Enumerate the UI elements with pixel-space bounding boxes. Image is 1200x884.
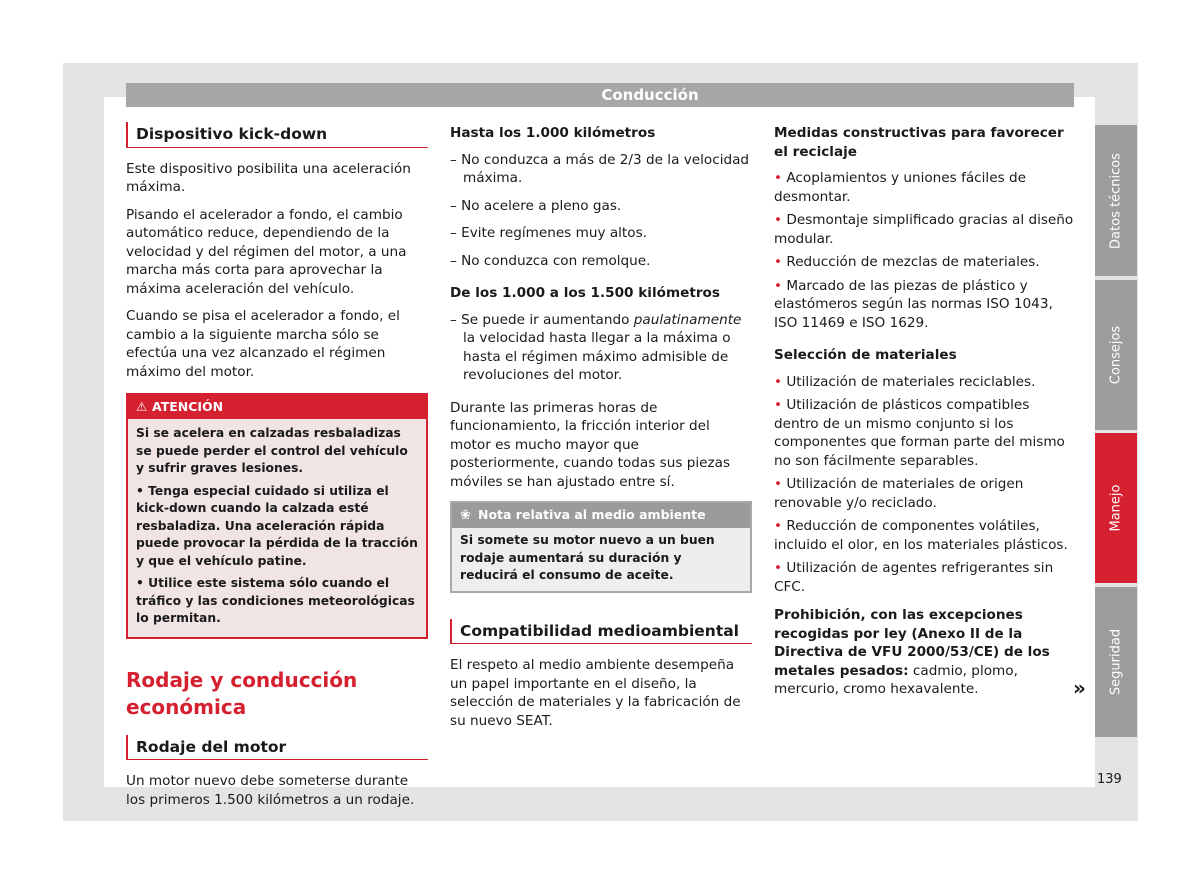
- bullet-glyph: •: [774, 518, 783, 534]
- tab-label: Seguridad: [1108, 628, 1124, 696]
- dash-item: – No conduzca a más de 2/3 de la velocidad máxima.: [450, 151, 750, 186]
- tab-label: Consejos: [1108, 325, 1124, 385]
- dash-item: – Evite regímenes muy altos.: [450, 225, 647, 241]
- bullet-item: • Utilización de plásticos compatibles dentro de un mismo conjunto si los componentes que forman parte del mismo no son fácilmente separables.: [774, 397, 1065, 469]
- paragraph: Durante las primeras horas de funcionamiento, la fricción interior del motor es mucho mayor que posteriormente, cuando todas sus piezas móviles se han ajustado entre sí.: [450, 399, 731, 490]
- tab-datos-tecnicos[interactable]: [1095, 125, 1137, 276]
- warning-box: [126, 393, 428, 639]
- tab-manejo[interactable]: [1095, 433, 1137, 583]
- bullet-glyph: •: [774, 397, 783, 413]
- bullet-item: • Reducción de componentes volátiles, incluido el olor, en los materiales plásticos.: [774, 518, 1068, 553]
- subheading: Medidas constructivas para favorecer el reciclaje: [774, 125, 1064, 160]
- section-heading-kickdown: Dispositivo kick-down: [126, 122, 428, 148]
- section-heading-compat: Compatibilidad medioambiental: [450, 619, 752, 645]
- chapter-header: Conducción: [126, 83, 1074, 107]
- warning-bullet: • Tenga especial cuidado si utiliza el kick-down cuando la calzada esté resbaladiza. Una aceleración rápida puede provocar la pérdida de la tracción y que el vehículo patine.: [136, 483, 418, 568]
- chapter-title: Rodaje y conducción económica: [126, 667, 358, 719]
- paragraph: Prohibición, con las excepciones recogidas por ley (Anexo II de la Directiva de VFU 2000/53/CE) de los metales pesados: cadmio, plomo, mercurio, cromo hexavalente.: [774, 607, 1050, 697]
- paragraph: Este dispositivo posibilita una aceleración máxima.: [126, 160, 411, 195]
- bullet-item: • Acoplamientos y uniones fáciles de desmontar.: [774, 170, 1026, 205]
- leaf-flower-icon: ❀: [460, 508, 471, 523]
- bullet-glyph: •: [136, 483, 144, 498]
- continue-arrow-icon: »: [1073, 676, 1086, 700]
- note-body: Si somete su motor nuevo a un buen rodaje aumentará su duración y reducirá el consumo de aceite.: [452, 528, 750, 591]
- bullet-glyph: •: [774, 170, 783, 186]
- paragraph: Cuando se pisa el acelerador a fondo, el cambio a la siguiente marcha sólo se efectúa una vez alcanzado el régimen máximo del motor.: [126, 308, 400, 380]
- note-title: Nota relativa al medio ambiente: [478, 507, 706, 522]
- dash-item: – Se puede ir aumentando paulatinamente la velocidad hasta llegar a la máxima o hasta el régimen máximo admisible de revoluciones del motor.: [450, 311, 742, 383]
- warning-bullet: • Utilice este sistema sólo cuando el tráfico y las condiciones meteorológicas lo permitan.: [136, 576, 415, 625]
- paragraph: Pisando el acelerador a fondo, el cambio automático reduce, dependiendo de la velocidad y del régimen del motor, a una marcha más corta para aprovechar la máxima aceleración del vehículo.: [126, 206, 407, 297]
- warning-title: ATENCIÓN: [152, 399, 224, 414]
- bullet-glyph: •: [774, 560, 783, 576]
- bullet-glyph: •: [774, 212, 783, 228]
- tab-seguridad[interactable]: [1095, 587, 1137, 737]
- tab-consejos[interactable]: [1095, 280, 1137, 430]
- note-header: [452, 503, 750, 528]
- warning-header: [128, 395, 426, 419]
- bullet-glyph: •: [774, 476, 783, 492]
- bullet-item: • Reducción de mezclas de materiales.: [774, 254, 1040, 270]
- environment-note-box: [450, 501, 752, 593]
- bullet-item: • Utilización de agentes refrigerantes sin CFC.: [774, 560, 1054, 595]
- bullet-glyph: •: [774, 254, 783, 270]
- bullet-item: • Desmontaje simplificado gracias al diseño modular.: [774, 212, 1074, 247]
- column-3: [774, 122, 1074, 708]
- tab-label: Datos técnicos: [1108, 152, 1124, 249]
- column-1: [126, 122, 428, 818]
- paragraph: Un motor nuevo debe someterse durante los primeros 1.500 kilómetros a un rodaje.: [126, 773, 415, 808]
- bullet-item: • Utilización de materiales de origen renovable y/o reciclado.: [774, 476, 1024, 511]
- page-number: 139: [1097, 772, 1122, 787]
- warning-triangle-icon: ⚠: [136, 399, 148, 414]
- dash-item: – No conduzca con remolque.: [450, 252, 651, 269]
- bullet-item: • Utilización de materiales reciclables.: [774, 373, 1036, 390]
- bullet-item: • Marcado de las piezas de plástico y elastómeros según las normas ISO 1043, ISO 11469 e ISO 1629.: [774, 277, 1053, 331]
- tab-label: Manejo: [1108, 484, 1124, 532]
- warning-body: [128, 419, 426, 637]
- bullet-glyph: •: [774, 373, 783, 390]
- section-heading-rodaje: Rodaje del motor: [126, 735, 428, 761]
- bullet-glyph: •: [774, 277, 783, 294]
- column-2: [450, 122, 752, 739]
- subheading: Selección de materiales: [774, 347, 957, 363]
- bullet-glyph: •: [136, 576, 144, 590]
- warning-text: Si se acelera en calzadas resbaladizas se puede perder el control del vehículo y sufrir graves lesiones.: [136, 426, 408, 475]
- paragraph: El respeto al medio ambiente desempeña un papel importante en el diseño, la selección de materiales y la fabricación de su nuevo SEAT.: [450, 657, 741, 729]
- subheading: De los 1.000 a los 1.500 kilómetros: [450, 285, 720, 301]
- subheading: Hasta los 1.000 kilómetros: [450, 125, 656, 141]
- dash-item: – No acelere a pleno gas.: [450, 197, 622, 214]
